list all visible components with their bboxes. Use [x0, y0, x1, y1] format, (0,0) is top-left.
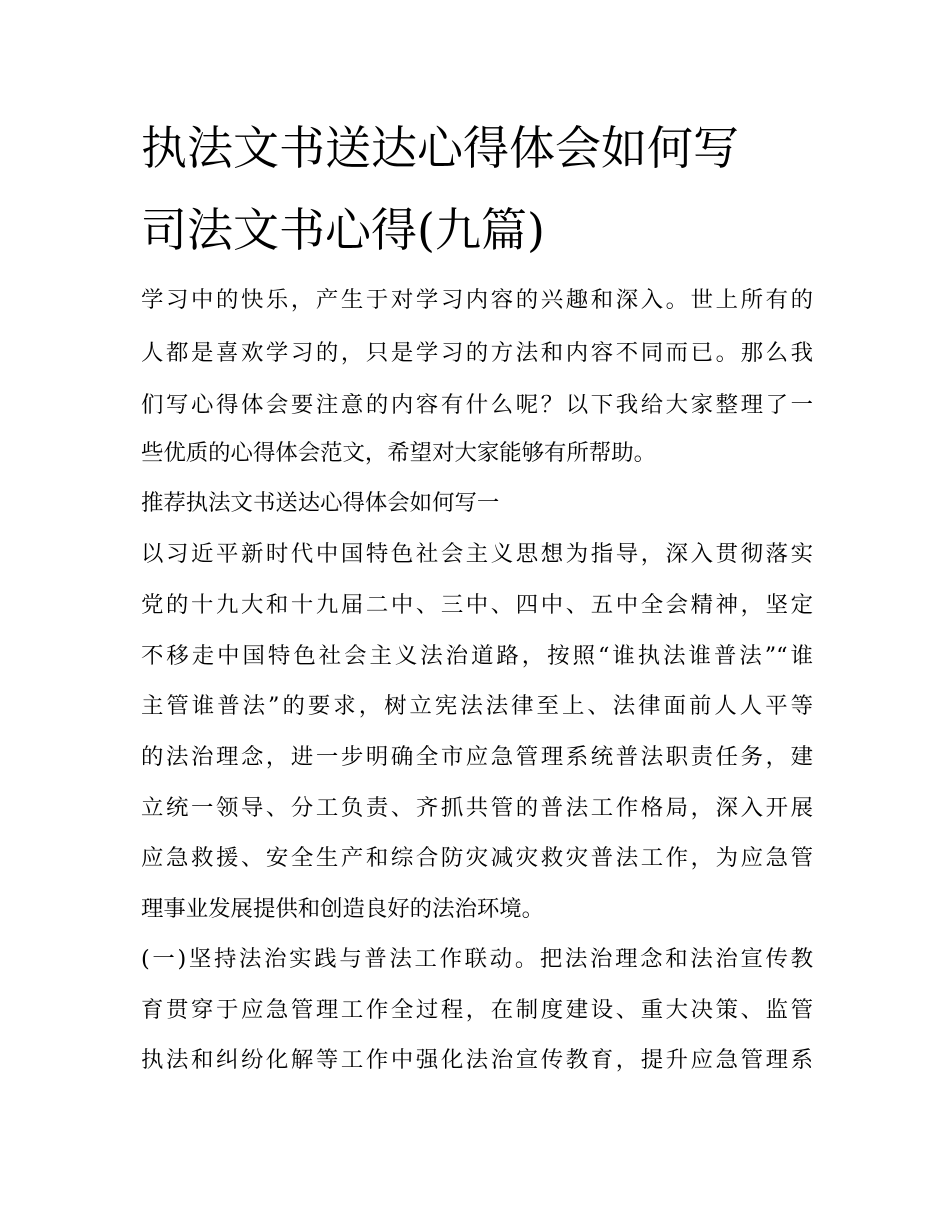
body-line: (一)坚持法治实践与普法工作联动。把法治理念和法治宣传教 [141, 946, 813, 972]
body-line: 些优质的心得体会范文，希望对大家能够有所帮助。 [141, 440, 656, 466]
body-line: 应急救援、安全生产和综合防灾减灾救灾普法工作，为应急管 [141, 845, 813, 871]
body-line: 执法和纠纷化解等工作中强化法治宣传教育，提升应急管理系 [141, 1047, 813, 1073]
body-line: 不移走中国特色社会主义法治道路，按照“谁执法谁普法”“谁 [141, 643, 813, 669]
body-line: 以习近平新时代中国特色社会主义思想为指导，深入贯彻落实 [141, 541, 813, 567]
body-line: 理事业发展提供和创造良好的法治环境。 [141, 896, 545, 922]
body-line: 的法治理念，进一步明确全市应急管理系统普法职责任务，建 [141, 744, 813, 770]
body-line: 人都是喜欢学习的，只是学习的方法和内容不同而已。那么我 [141, 340, 813, 366]
section-heading: 推荐执法文书送达心得体会如何写一 [141, 490, 500, 516]
body-line: 学习中的快乐，产生于对学习内容的兴趣和深入。世上所有的 [141, 287, 813, 313]
body-line: 主管谁普法”的要求，树立宪法法律至上、法律面前人人平等 [141, 693, 813, 719]
body-line: 党的十九大和十九届二中、三中、四中、五中全会精神，坚定 [141, 592, 813, 618]
body-line: 育贯穿于应急管理工作全过程，在制度建设、重大决策、监管 [141, 997, 813, 1023]
body-line: 们写心得体会要注意的内容有什么呢？以下我给大家整理了一 [141, 392, 813, 418]
document-title-line-2: 司法文书心得(九篇) [141, 203, 545, 257]
body-line: 立统一领导、分工负责、齐抓共管的普法工作格局，深入开展 [141, 795, 813, 821]
document-title-line-1: 执法文书送达心得体会如何写 [141, 121, 739, 175]
